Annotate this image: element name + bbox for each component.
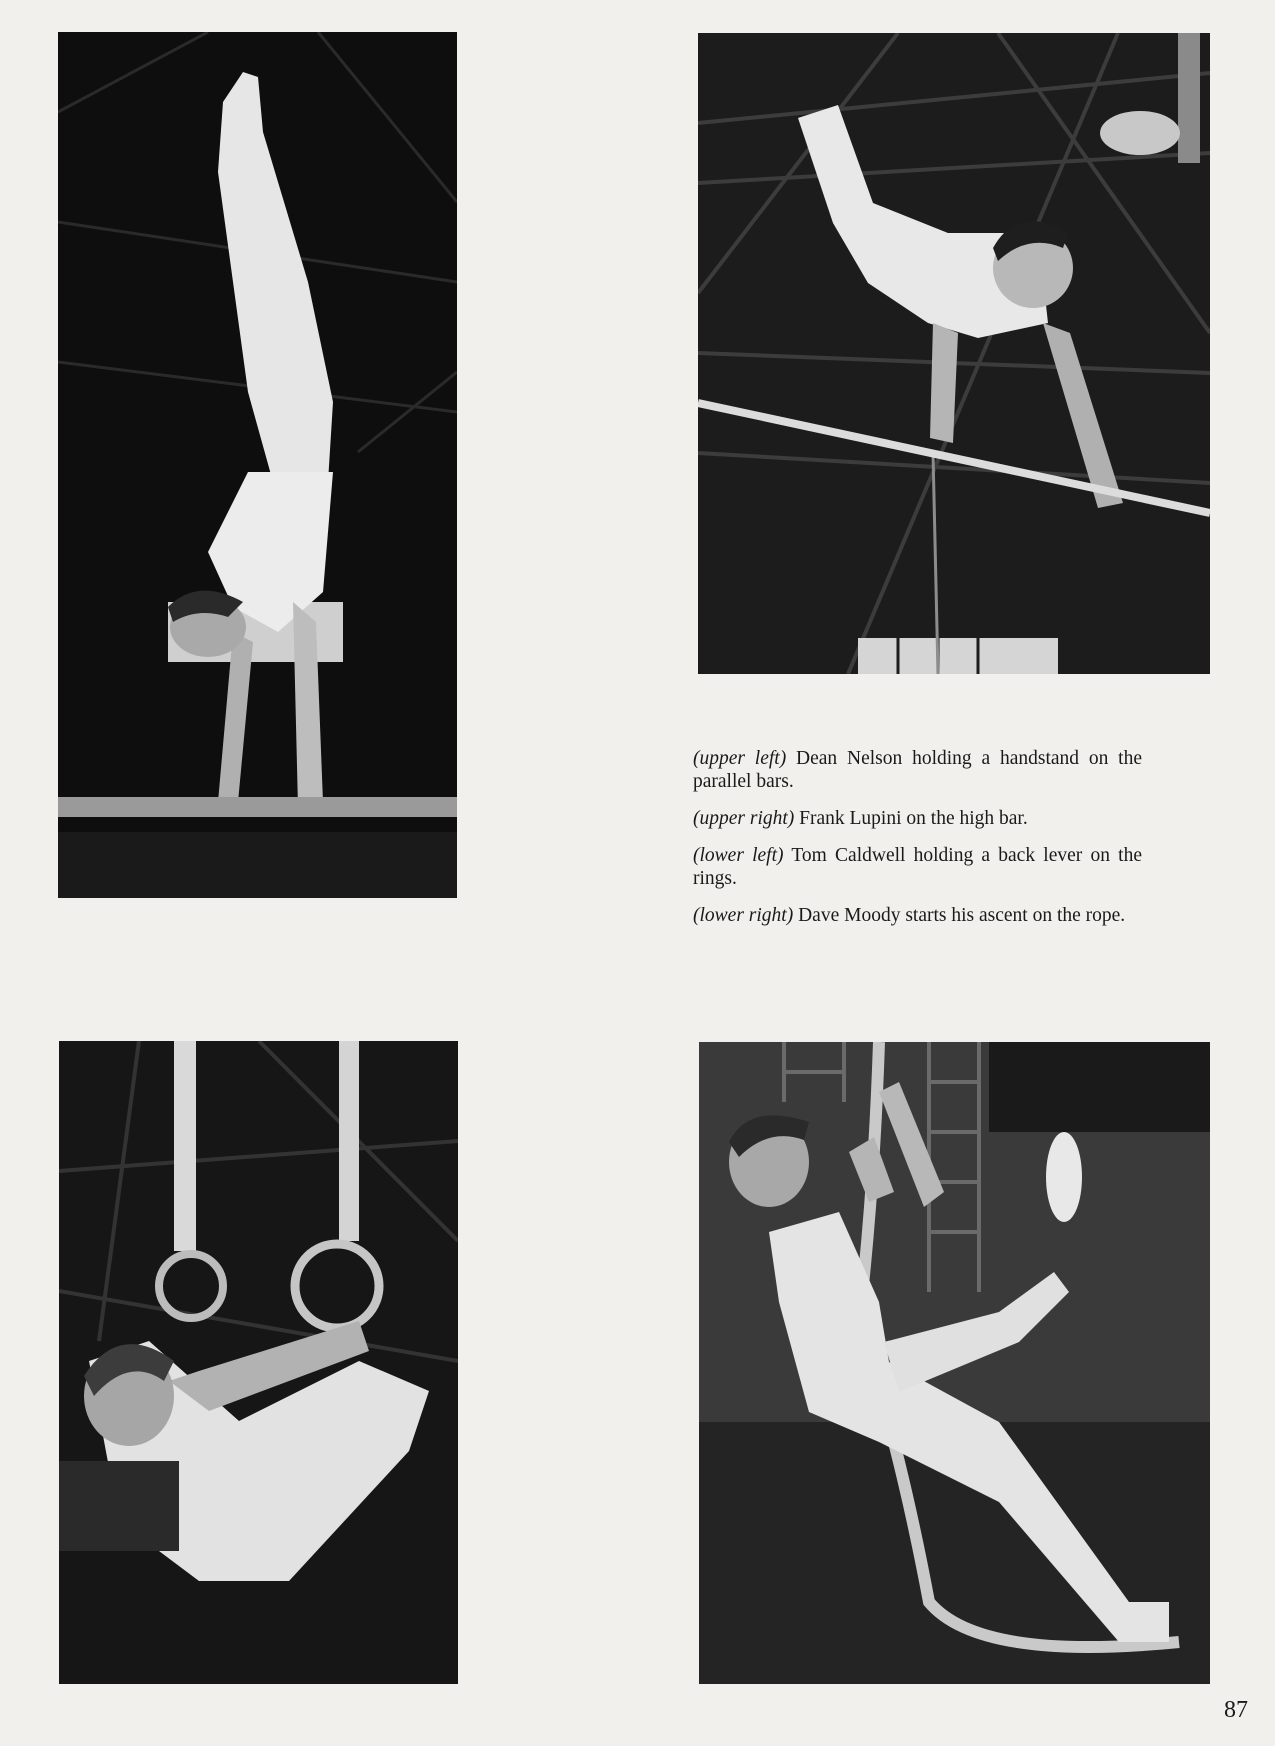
caption-label: (lower left) (693, 845, 784, 866)
photo-captions (693, 747, 1142, 941)
caption-label: (upper right) (693, 808, 795, 829)
caption-label: (upper left) (693, 748, 787, 769)
caption-lower-right (693, 904, 1142, 927)
photo-rings-back-lever (59, 1041, 458, 1684)
caption-text: Dave Moody starts his ascent on the rope. (793, 905, 1126, 926)
photo-handstand-parallel-bars (58, 32, 457, 898)
caption-text: Frank Lupini on the high bar. (794, 808, 1028, 829)
caption-text: Tom Caldwell holding a back lever on the rings. (693, 845, 1142, 889)
caption-lower-left (693, 844, 1142, 890)
caption-text: Dean Nelson holding a handstand on the parallel bars. (693, 748, 1143, 792)
photo-high-bar (698, 33, 1210, 674)
caption-upper-left (693, 747, 1142, 793)
page-number: 87 (1224, 1697, 1248, 1723)
caption-upper-right (693, 807, 1142, 830)
caption-label: (lower right) (693, 905, 794, 926)
photo-rope-climb (699, 1042, 1210, 1684)
